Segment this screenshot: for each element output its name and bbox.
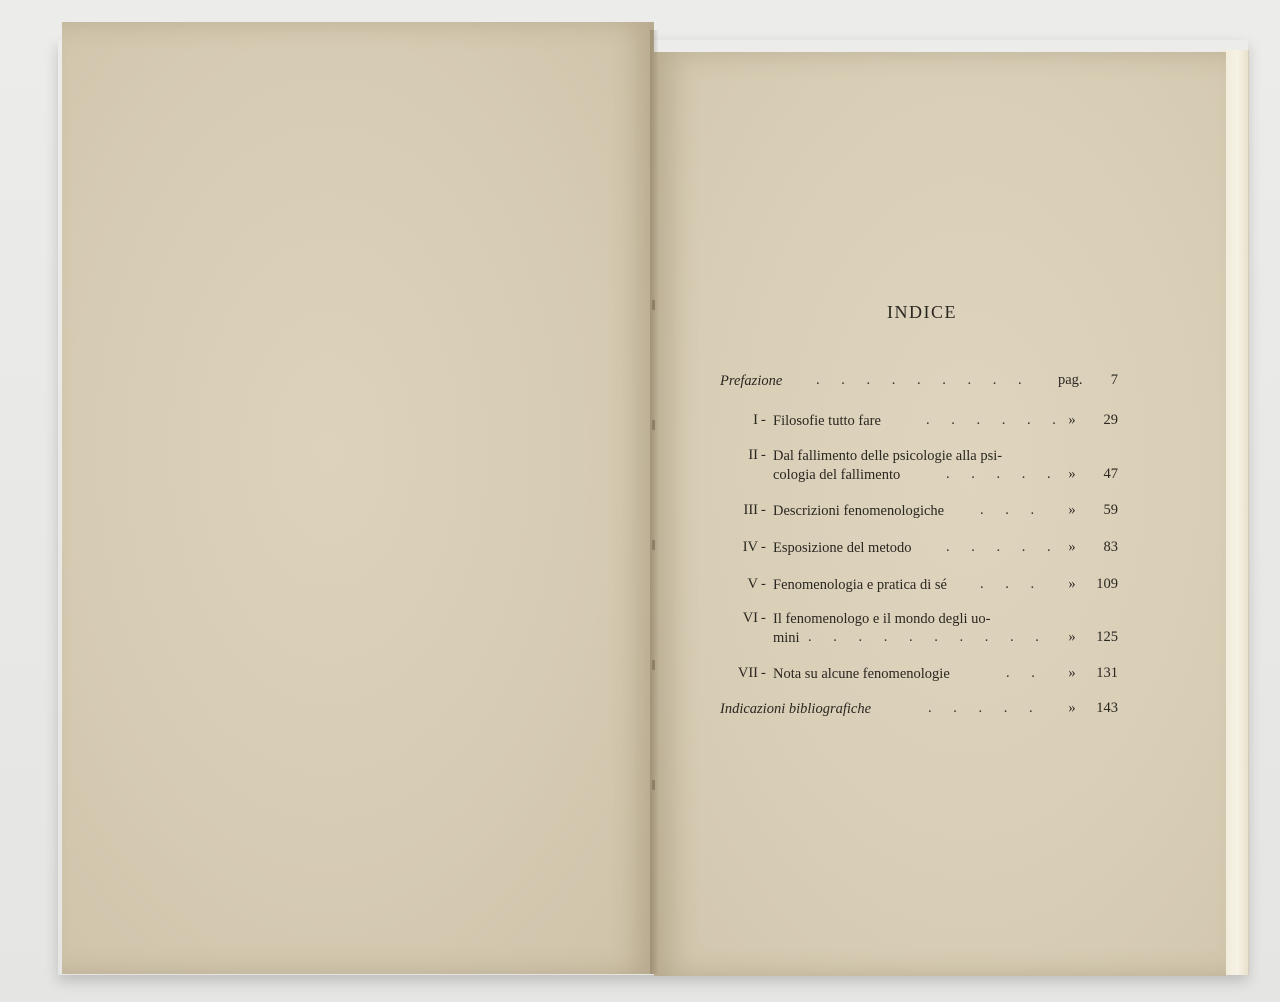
dot-leader: . . . . . . . . . .: [808, 629, 1048, 645]
toc-entry-dash: -: [761, 576, 766, 592]
toc-entry-marker: »: [1068, 576, 1076, 592]
toc-entry-marker: pag.: [1058, 372, 1083, 388]
toc-entry-number: VI: [742, 610, 758, 626]
toc-entry-number: VII: [737, 665, 758, 681]
toc-entry-title: Prefazione: [720, 373, 783, 389]
dot-leader: . . . . . .: [926, 412, 1065, 428]
dot-leader: . . . . . . . . .: [816, 372, 1031, 388]
left-blank-page: [62, 22, 654, 974]
toc-entry-marker: »: [1068, 412, 1076, 428]
binding-stitch: [652, 660, 655, 670]
toc-entry-marker: »: [1068, 629, 1076, 645]
toc-entry-title-continued: cologia del fallimento: [773, 467, 901, 483]
toc-entry-title-continued: mini: [773, 630, 800, 646]
toc-entry-marker: »: [1068, 502, 1076, 518]
toc-entry-page: 47: [1103, 466, 1118, 482]
dot-leader: . . .: [980, 502, 1044, 518]
toc-entry-marker: »: [1068, 700, 1076, 716]
dot-leader: . . .: [980, 576, 1044, 592]
dot-leader: . . . . .: [928, 700, 1042, 716]
toc-entry-title: Descrizioni fenomenologiche: [773, 503, 945, 519]
toc-entry-number: V: [747, 576, 758, 592]
toc-entry-page: 143: [1096, 700, 1118, 716]
index-heading: INDICE: [887, 302, 957, 322]
toc-entry-dash: -: [761, 502, 766, 518]
dot-leader: . . . . .: [946, 466, 1060, 482]
toc-entry-marker: »: [1068, 466, 1076, 482]
binding-stitch: [652, 420, 655, 430]
dot-leader: . .: [1006, 665, 1044, 681]
toc-entry-title: Esposizione del metodo: [773, 540, 912, 556]
book-gutter: [650, 30, 658, 974]
toc-entry-title: Indicazioni bibliografiche: [720, 701, 872, 717]
toc-entry-dash: -: [761, 610, 766, 626]
toc-entry-title: Dal fallimento delle psicologie alla psi-: [773, 448, 1003, 464]
toc-entry-dash: -: [761, 412, 766, 428]
toc-entry-page: 131: [1096, 665, 1118, 681]
toc-entry-marker: »: [1068, 539, 1076, 555]
page-edges: [1222, 50, 1249, 975]
binding-stitch: [652, 780, 655, 790]
binding-stitch: [652, 300, 655, 310]
toc-entry-page: 29: [1103, 412, 1118, 428]
toc-entry-title: Filosofie tutto fare: [773, 413, 881, 429]
toc-entry-number: IV: [742, 539, 758, 555]
toc-entry-number: II: [748, 447, 758, 463]
dot-leader: . . . . .: [946, 539, 1060, 555]
toc-entry-dash: -: [761, 447, 766, 463]
binding-stitch: [652, 540, 655, 550]
toc-entry-number: III: [743, 502, 758, 518]
toc-entry-title: Il fenomenologo e il mondo degli uo-: [773, 611, 991, 627]
toc-entry-page: 109: [1096, 576, 1118, 592]
toc-entry-title: Fenomenologia e pratica di sé: [773, 577, 947, 593]
toc-entry-page: 59: [1103, 502, 1118, 518]
toc-entry-title: Nota su alcune fenomenologie: [773, 666, 950, 682]
toc-entry-page: 83: [1103, 539, 1118, 555]
toc-entry-page: 7: [1110, 372, 1118, 388]
toc-entry-dash: -: [761, 539, 766, 555]
toc-entry-number: I: [753, 412, 758, 428]
toc-entry-marker: »: [1068, 665, 1076, 681]
toc-entry-page: 125: [1096, 629, 1118, 645]
toc-entry-dash: -: [761, 665, 766, 681]
